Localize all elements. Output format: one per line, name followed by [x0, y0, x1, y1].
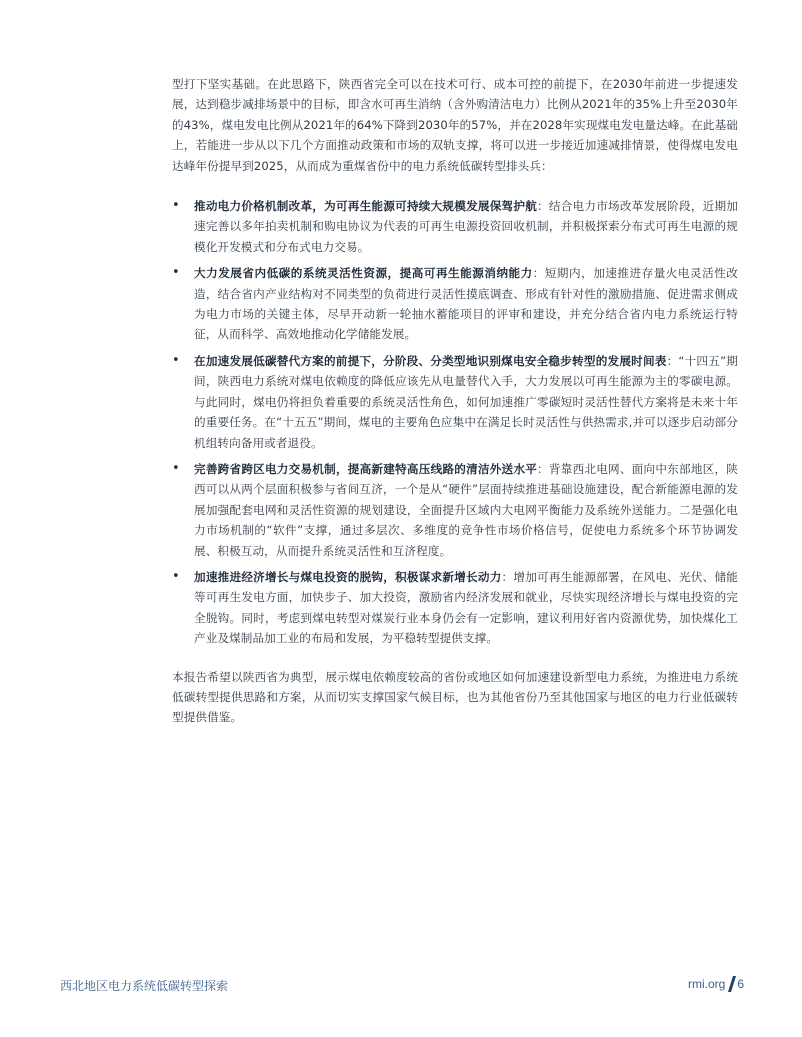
- recommendation-item: [172, 459, 738, 561]
- recommendation-title: 大力发展省内低碳的系统灵活性资源，提高可再生能源消纳能力: [194, 266, 533, 281]
- footer-site-link[interactable]: rmi.org: [687, 977, 726, 991]
- recommendation-item: [172, 196, 738, 257]
- recommendation-text: ：增加可再生能源部署，在风电、光伏、储能等可再生发电方面，加快步子、加大投资，激励省内经济发展和就业，尽快实现经济增长与煤电投资的完全脱钩。同时，考虑到煤电转型对煤炭行业本身仍会有一定影响，建议利用好省内资源优势，加快煤化工产业及煤制品加工业的布局和发展，为平稳转型提供支撑。: [194, 569, 738, 646]
- recommendation-title: 在加速发展低碳替代方案的前提下，分阶段、分类型地识别煤电安全稳步转型的发展时间表: [194, 353, 667, 368]
- page-footer: [60, 976, 744, 994]
- recommendation-item: [172, 351, 738, 453]
- recommendation-item: [172, 263, 738, 345]
- recommendation-text: ：“十四五”期间，陕西电力系统对煤电依赖度的降低应该先从电量替代入手，大力发展以可再生能源为主的零碳电源。与此同时，煤电仍将担负着重要的系统灵活性角色，如何加速推广零碳短时灵活性替代方案将是未来十年的重要任务。在“十五五”期间，煤电的主要角色应集中在满足长时灵活性与供热需求,并可以逐步启动部分机组转向备用或者退役。: [194, 353, 738, 450]
- recommendation-title: 加速推进经济增长与煤电投资的脱钩，积极谋求新增长动力: [194, 569, 502, 584]
- recommendation-list: [172, 196, 738, 649]
- bullet-icon: •: [172, 568, 180, 584]
- bullet-icon: •: [172, 198, 180, 214]
- bullet-icon: •: [172, 265, 180, 281]
- closing-paragraph: 本报告希望以陕西省为典型，展示煤电依赖度较高的省份或地区如何加速建设新型电力系统，为推进电力系统低碳转型提供思路和方案，从而切实支撑国家气候目标，也为其他省份乃至其他国家与地区的电力行业低碳转型提供借鉴。: [172, 669, 738, 725]
- recommendation-text: ：短期内，加速推进存量火电灵活性改造，结合省内产业结构对不同类型的负荷进行灵活性摸底调查、形成有针对性的激励措施、促进需求侧成为电力市场的关键主体，尽早开动新一轮抽水蓄能项目的评审和建设，并充分结合省内电力系统运行特征，从而科学、高效地推动化学储能发展。: [194, 266, 738, 342]
- recommendation-text: ：背靠西北电网、面向中东部地区，陕西可以从两个层面积极参与省间互济，一个是从“硬件”层面持续推进基础设施建设，配合新能源电源的发展加强配套电网和灵活性资源的规划建设，全面提升区域内大电网平衡能力及系统外送能力。二是强化电力市场机制的“软件”支撑，通过多层次、多维度的竞争性市场价格信号，促使电力系统多个环节协调发展、积极互动，从而提升系统灵活性和互济程度。: [194, 461, 739, 558]
- bullet-icon: •: [172, 460, 180, 476]
- slash-shape: [728, 976, 736, 992]
- footer-right-group: [688, 976, 744, 992]
- bullet-icon: •: [172, 352, 180, 368]
- recommendation-item: [172, 567, 738, 649]
- recommendation-title: 推动电力价格机制改革，为可再生能源可持续大规模发展保驾护航: [194, 199, 538, 214]
- report-body: [172, 74, 738, 728]
- page-number: 6: [737, 977, 744, 991]
- footer-report-title: 西北地区电力系统低碳转型探索: [60, 979, 229, 993]
- recommendation-title: 完善跨省跨区电力交易机制，提高新建特高压线路的清洁外送水平: [194, 461, 538, 476]
- intro-paragraph: 型打下坚实基础。在此思路下，陕西省完全可以在技术可行、成本可控的前提下，在2030年前进一步提速发展，达到稳步减排场景中的目标，即含水可再生消纳（含外购清洁电力）比例从2021年的35%上升至2030年的43%，煤电发电比例从2021年的64%下降到2030年的57%，并在2028年实现煤电发电量达峰。在此基础上，若能进一步从以下几个方面推动政策和市场的双轨支撑，将可以进一步接近加速减排情景，使得煤电发电达峰年份提早到2025，从而成为重煤省份中的电力系统低碳转型排头兵：: [172, 77, 738, 173]
- slash-icon: [728, 976, 734, 992]
- recommendation-text: ：结合电力市场改革发展阶段，近期加速完善以多年拍卖机制和购电协议为代表的可再生电源投资回收机制，并积极探索分布式可再生电源的规模化开发模式和分布式电力交易。: [194, 199, 739, 254]
